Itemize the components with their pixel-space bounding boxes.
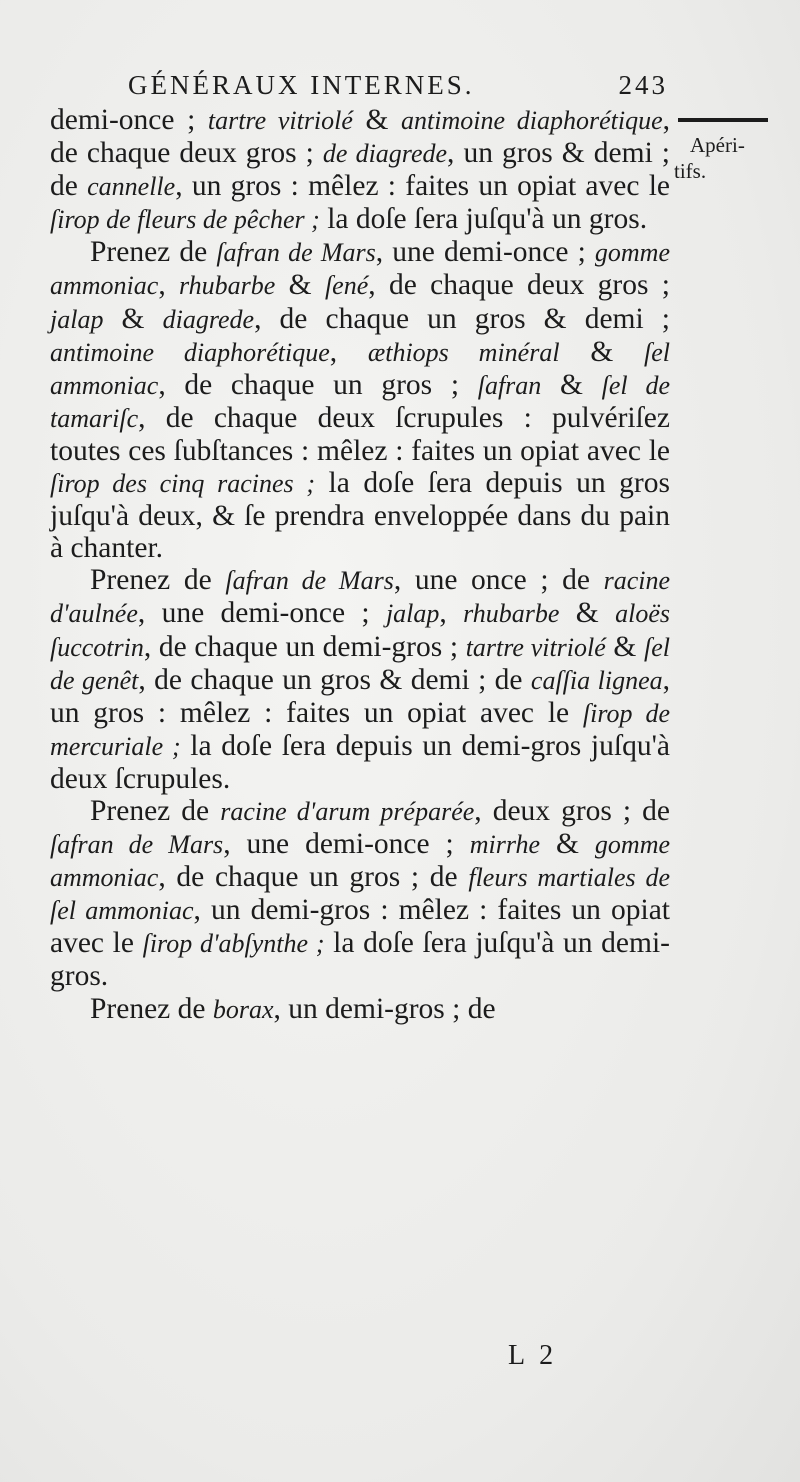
text-run: , de chaque un demi-gros ; bbox=[143, 630, 466, 663]
text-run: la doſe ſera depuis un gros juſqu'à deux, & ſe prendra enveloppée dans du pain à chanter. bbox=[50, 467, 670, 565]
margin-note bbox=[672, 132, 772, 184]
italic-run: jalap bbox=[50, 304, 104, 334]
text-run: , une demi-once ; bbox=[375, 236, 595, 269]
italic-run: mirrhe bbox=[469, 830, 541, 860]
paragraph bbox=[50, 104, 670, 236]
paragraph bbox=[50, 795, 670, 993]
paragraph bbox=[50, 236, 670, 564]
text-run: , un gros : mêlez : faites un opiat avec le bbox=[175, 170, 670, 203]
italic-run: tartre vitriolé bbox=[207, 106, 353, 135]
italic-run: ſirop de fleurs de pêcher ; bbox=[50, 205, 320, 235]
italic-run: diagrede bbox=[162, 304, 255, 334]
italic-run: ſel de tamariſc bbox=[50, 370, 671, 433]
text-run: , un demi-gros ; de bbox=[273, 992, 496, 1025]
text-run: la doſe ſera juſqu'à un gros. bbox=[319, 203, 648, 236]
italic-run: ſel ammoniac bbox=[50, 337, 671, 400]
text-run: la doſe ſera depuis un demi-gros juſqu'à deux ſcrupules. bbox=[50, 729, 670, 795]
text-run: , une demi-once ; bbox=[223, 828, 470, 861]
text-run: , un gros & demi ; de bbox=[50, 137, 670, 203]
margin-note-line-2: tifs. bbox=[674, 159, 707, 183]
paragraph bbox=[50, 564, 670, 795]
italic-run: de diagrede bbox=[322, 139, 448, 169]
text-run: & bbox=[103, 302, 163, 335]
text-run: , de chaque un gros & demi ; bbox=[254, 302, 670, 335]
text-run: , de chaque un gros ; bbox=[158, 368, 478, 401]
italic-run: ſel de genêt bbox=[50, 632, 670, 695]
text-run: , un gros : mêlez : faites un opiat avec le bbox=[50, 663, 670, 729]
signature-mark: L 2 bbox=[508, 1340, 558, 1371]
text-run: , de chaque un gros ; de bbox=[158, 861, 469, 894]
text-run: , de chaque deux gros ; bbox=[50, 104, 670, 170]
text-run: , bbox=[439, 597, 464, 630]
italic-run: æthiops minéral bbox=[367, 337, 560, 367]
italic-run: fleurs martiales de ſel ammoniac bbox=[50, 863, 670, 926]
italic-run: ſafran de Mars bbox=[50, 830, 224, 860]
italic-run: ſirop d'abſynthe ; bbox=[142, 929, 325, 959]
italic-run: ſené bbox=[324, 271, 369, 301]
italic-run: caſſia lignea bbox=[530, 665, 663, 695]
italic-run: ſafran de Mars bbox=[225, 566, 394, 596]
italic-run: aloës ſuccotrin bbox=[50, 599, 670, 662]
italic-run: tartre vitriolé bbox=[465, 632, 606, 662]
text-run: Prenez de bbox=[90, 992, 213, 1025]
text-run: & bbox=[605, 630, 644, 663]
text-run: & bbox=[352, 104, 402, 136]
text-run: , de chaque deux gros ; bbox=[368, 269, 670, 302]
margin-rule bbox=[678, 118, 768, 122]
italic-run: antimoine diaphorétique bbox=[401, 106, 663, 135]
italic-run: borax bbox=[212, 994, 274, 1024]
text-run: & bbox=[275, 269, 325, 302]
text-run: , de chaque un gros & demi ; de bbox=[138, 663, 531, 696]
text-run: Prenez de bbox=[90, 564, 226, 597]
italic-run: gomme ammoniac bbox=[50, 238, 670, 301]
page-number: 243 bbox=[618, 70, 668, 100]
italic-run: cannelle bbox=[87, 172, 176, 202]
text-run: demi-once ; bbox=[50, 104, 208, 136]
text-run: , une demi-once ; bbox=[137, 597, 386, 630]
text-run: , deux gros ; de bbox=[474, 794, 671, 827]
text-run: & bbox=[541, 368, 602, 401]
italic-run: ſirop de mercuriale ; bbox=[50, 698, 670, 761]
text-run: , bbox=[329, 335, 368, 368]
italic-run: racine d'aulnée bbox=[50, 566, 671, 629]
italic-run: ſafran de Mars bbox=[216, 238, 376, 268]
italic-run: antimoine diaphorétique bbox=[50, 337, 330, 367]
paragraph bbox=[50, 993, 670, 1026]
italic-run: jalap bbox=[385, 599, 440, 629]
italic-run: gomme ammoniac bbox=[50, 830, 671, 893]
running-title: GÉNÉRAUX INTERNES. bbox=[128, 70, 475, 100]
text-run: , bbox=[158, 269, 180, 302]
text-run: & bbox=[559, 335, 645, 368]
text-run: , de chaque deux ſcrupules : pulvériſez toutes ces ſubſtances : mêlez : faites un opiat avec le bbox=[50, 401, 670, 467]
text-run: & bbox=[540, 828, 595, 861]
text-run: , un demi-gros : mêlez : faites un opiat avec le bbox=[50, 894, 670, 960]
text-run: & bbox=[559, 597, 616, 630]
italic-run: rhubarbe bbox=[463, 599, 560, 629]
text-run: , une once ; de bbox=[393, 564, 604, 597]
italic-run: ſirop des cinq racines ; bbox=[50, 469, 315, 499]
text-run: la doſe ſera juſqu'à un demi-gros. bbox=[50, 927, 670, 993]
italic-run: ſafran bbox=[477, 370, 542, 400]
italic-run: racine d'arum préparée bbox=[220, 796, 475, 826]
body-text bbox=[50, 104, 670, 1026]
text-run: Prenez de bbox=[90, 236, 217, 269]
margin-note-line-1: Apéri- bbox=[690, 133, 745, 157]
italic-run: rhubarbe bbox=[179, 271, 276, 301]
text-run: Prenez de bbox=[90, 794, 221, 827]
